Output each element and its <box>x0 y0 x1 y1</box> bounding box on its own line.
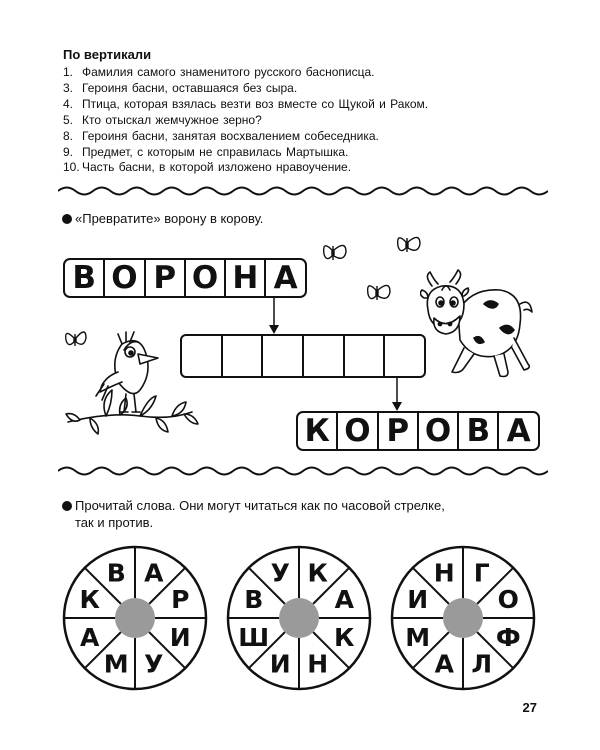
clue-item <box>63 160 428 176</box>
clue-text: Птица, которая взялась везти воз вместе со Щукой и Раком. <box>82 96 429 111</box>
clue-number: 4. <box>63 96 74 111</box>
task-text: «Превратите» ворону в корову. <box>75 211 264 226</box>
clue-item <box>63 113 428 129</box>
butterfly-icon <box>398 237 420 252</box>
wheel-letter: К <box>334 622 355 652</box>
letter-wheel <box>225 544 373 692</box>
wheel-hub <box>279 598 319 638</box>
clue-item <box>63 65 428 81</box>
bullet-icon <box>62 501 72 511</box>
clue-text: Предмет, с которым не справилась Мартышка. <box>82 144 349 159</box>
bullet-icon <box>62 214 72 224</box>
wheel-letter: В <box>106 558 126 588</box>
letter-wheel <box>61 544 209 692</box>
clue-number: 10. <box>63 160 80 175</box>
wheel-letter: Ф <box>495 622 521 652</box>
letter-cell: О <box>338 413 378 449</box>
clue-text: Кто отыскал жемчужное зерно? <box>82 112 262 127</box>
wheel-letter: У <box>144 649 164 679</box>
clue-number: 1. <box>63 65 74 79</box>
blank-cell <box>345 336 386 376</box>
clue-number: 8. <box>63 128 74 143</box>
section-heading: По вертикали <box>63 47 152 62</box>
clue-list <box>63 65 428 176</box>
wheel-letter: Н <box>433 558 455 588</box>
butterfly-icon <box>324 245 346 260</box>
clue-text: Героиня басни, занятая восхвалением собеседника. <box>82 128 379 143</box>
blank-word <box>180 334 426 378</box>
wheel-letter: Н <box>307 649 329 679</box>
letter-cell: А <box>506 413 531 449</box>
task-instruction <box>62 210 263 227</box>
clue-item <box>63 145 428 161</box>
wheel-letter: А <box>80 622 100 652</box>
clue-text: Героиня басни, оставшаяся без сыра. <box>82 80 298 95</box>
wheel-letter: Л <box>471 649 493 679</box>
letter-cell: В <box>65 260 105 296</box>
wheel-letter: А <box>334 585 354 615</box>
letter-wheel <box>389 544 537 692</box>
task-instruction <box>62 497 542 531</box>
clue-item <box>63 81 428 97</box>
letter-cell: О <box>105 260 145 296</box>
clue-number: 9. <box>63 144 74 159</box>
letter-cell: Р <box>379 413 419 449</box>
letter-cell: В <box>459 413 499 449</box>
wheel-letter: Г <box>473 558 490 588</box>
wavy-divider <box>58 464 548 478</box>
cow-illustration <box>420 268 535 388</box>
letter-cell: А <box>273 260 298 296</box>
word-crow <box>63 258 307 298</box>
wheel-letter: Р <box>171 585 190 615</box>
wheel-letter: К <box>79 585 100 615</box>
wheel-hub <box>443 598 483 638</box>
wheel-letter: И <box>269 649 291 679</box>
page-number: 27 <box>522 700 537 715</box>
butterfly-icon <box>368 285 390 300</box>
butterflies-illustration <box>320 232 430 312</box>
blank-cell <box>263 336 304 376</box>
blank-cell <box>304 336 345 376</box>
blank-cell <box>223 336 264 376</box>
clue-item <box>63 97 428 113</box>
wheel-letter: И <box>407 585 429 615</box>
wheel-hub <box>115 598 155 638</box>
blank-cell <box>385 336 424 376</box>
task-text: Прочитай слова. Они могут читаться как по часовой стрелке, <box>75 498 445 513</box>
wheel-letter: М <box>103 649 129 679</box>
clue-text: Часть басни, в которой изложено нравоучение. <box>82 160 352 175</box>
task-text-continued: так и против. <box>75 515 154 530</box>
butterfly-icon <box>66 332 86 346</box>
arrow-down-icon <box>392 376 402 411</box>
wheel-letter: Ш <box>238 622 270 652</box>
wheel-letter: А <box>144 558 164 588</box>
clue-number: 3. <box>63 80 74 95</box>
wavy-divider <box>58 184 548 198</box>
letter-cell: О <box>186 260 226 296</box>
clue-item <box>63 129 428 145</box>
wheel-letter: О <box>497 585 519 615</box>
wheel-letter: В <box>244 585 264 615</box>
clue-number: 5. <box>63 112 74 127</box>
word-cow <box>296 411 540 451</box>
wheel-letter: М <box>405 622 431 652</box>
letter-cell: Р <box>146 260 186 296</box>
clue-text: Фамилия самого знаменитого русского баснописца. <box>82 65 375 79</box>
wheel-letter: К <box>307 558 328 588</box>
wheel-letter: У <box>270 558 290 588</box>
wheel-letter: И <box>169 622 191 652</box>
letter-cell: О <box>419 413 459 449</box>
letter-cell: Н <box>226 260 266 296</box>
letter-cell: К <box>298 413 338 449</box>
arrow-down-icon <box>269 298 279 334</box>
wheel-letter: А <box>434 649 454 679</box>
crow-illustration <box>60 320 200 450</box>
